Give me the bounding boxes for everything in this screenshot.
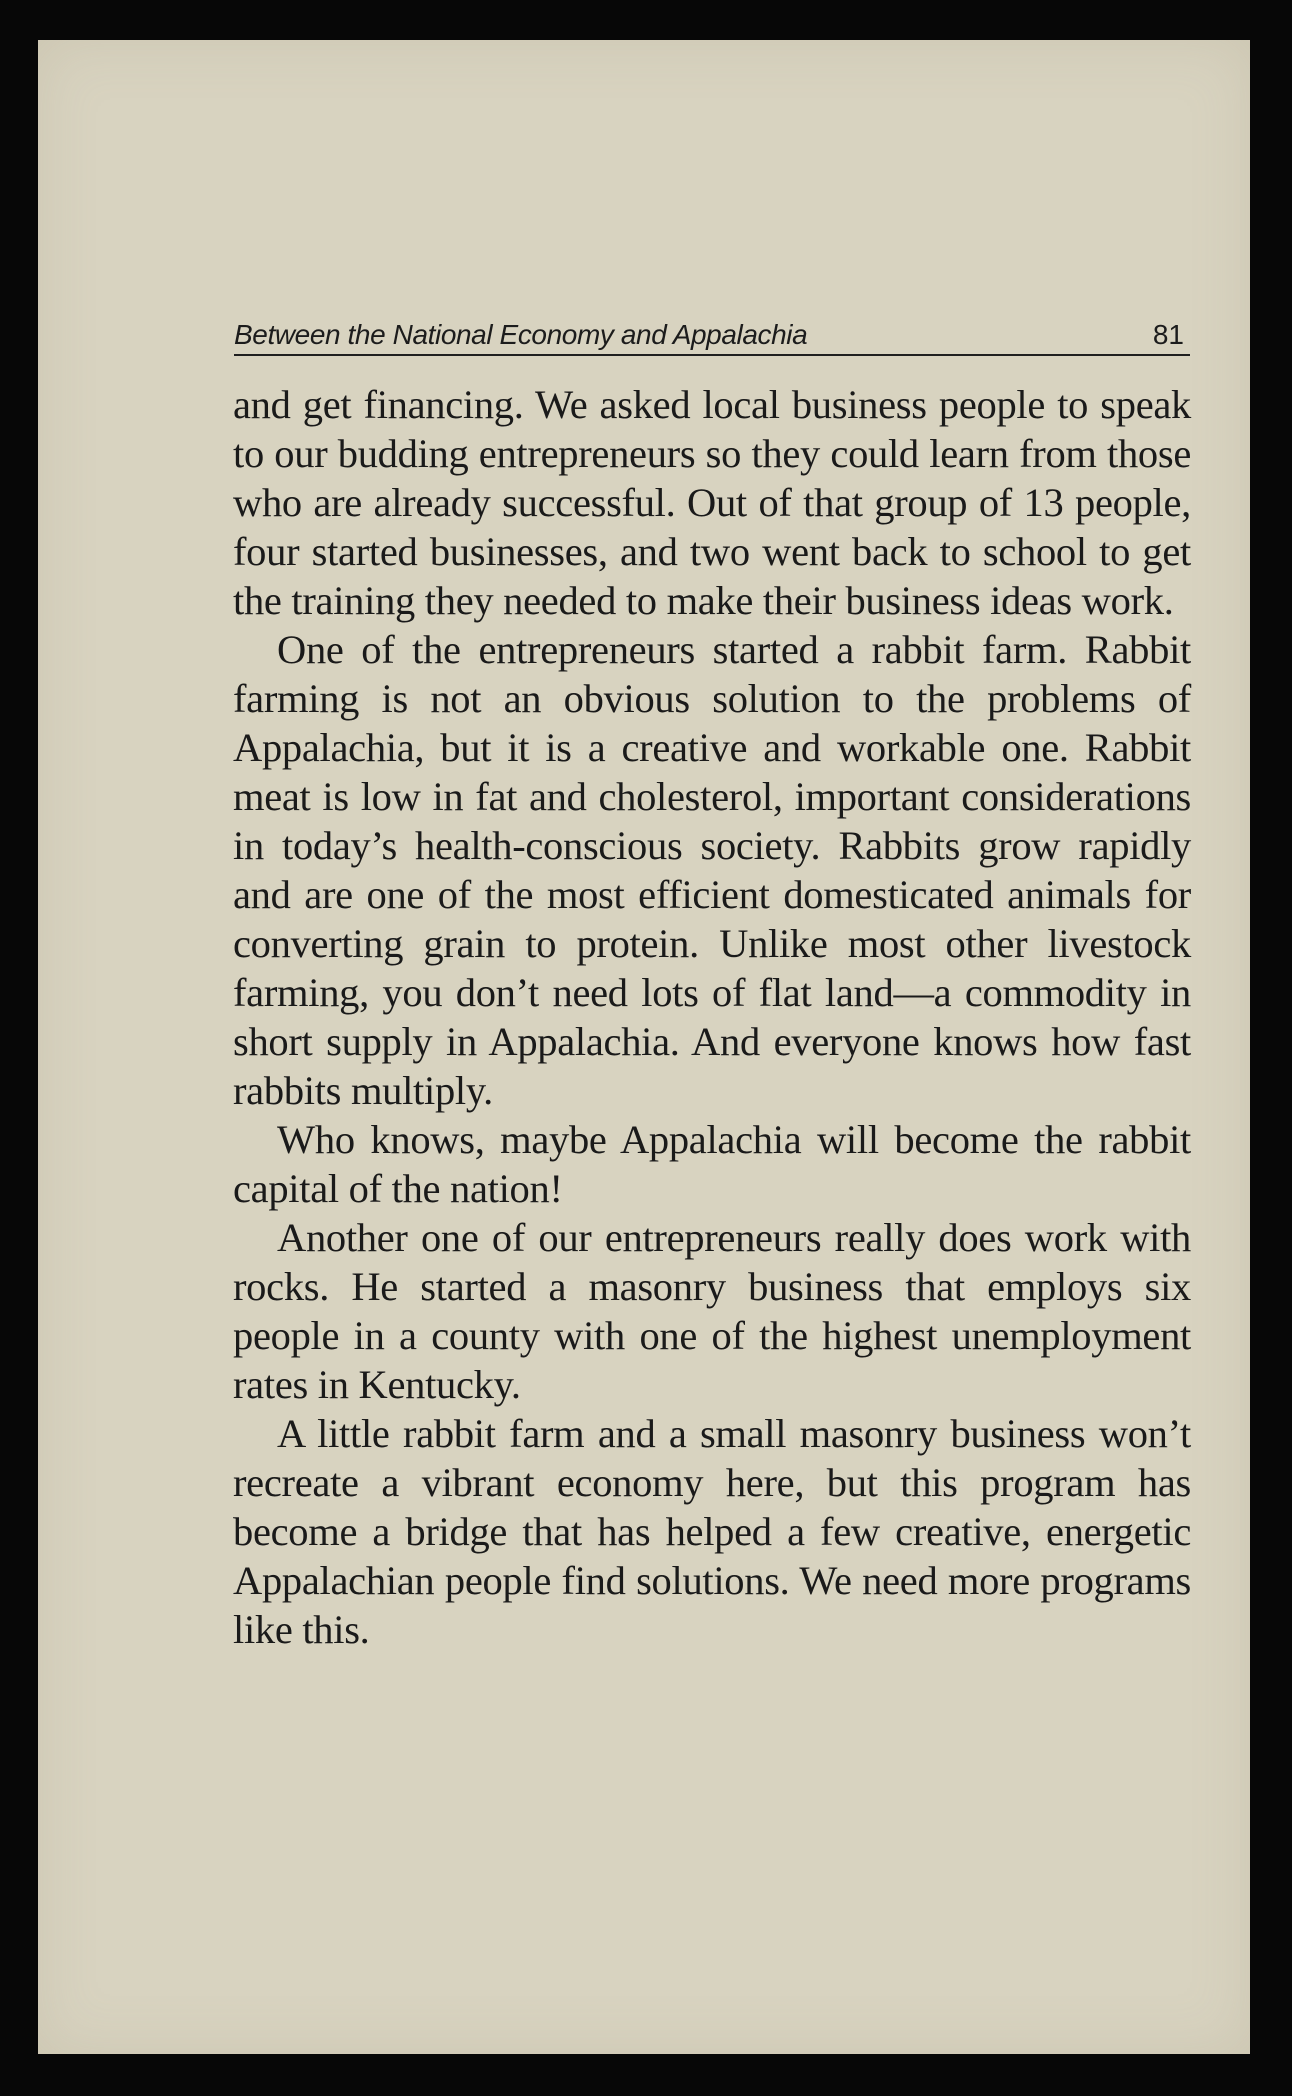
page-header [234, 314, 1190, 356]
book-page [38, 40, 1250, 2054]
paragraph: A little rabbit farm and a small masonry business won’t recreate a vibrant economy here, but this program has become a bridge that has helped a few creative, energetic Appalachian people find solutions. We need more programs like this. [233, 1411, 1191, 1652]
paragraph: One of the entrepreneurs started a rabbit farm. Rabbit farming is not an obvious solution to the problems of Appalachia, but it is a creative and workable one. Rabbit meat is low in fat and cholesterol, important considerations in today’s health-conscious society. Rabbits grow rapidly and are one of the most efficient domesticated animals for converting grain to protein. Unlike most other livestock farming, you don’t need lots of flat land—a commodity in short supply in Appalachia. And everyone knows how fast rabbits multiply. [233, 627, 1191, 1113]
body-text [233, 380, 1191, 1654]
paragraph: Who knows, maybe Appalachia will become the rabbit capital of the nation! [233, 1117, 1191, 1211]
paragraph: and get financing. We asked local business people to speak to our budding entrepreneurs so they could learn from those who are already successful. Out of that group of 13 people, four started businesses, and two went back to school to get the training they needed to make their business ideas work. [233, 382, 1191, 623]
running-head: Between the National Economy and Appalachia [234, 319, 808, 350]
paragraph: Another one of our entrepreneurs really does work with rocks. He started a masonry business that employs six people in a county with one of the highest unemployment rates in Kentucky. [233, 1215, 1191, 1407]
page-number: 81 [1152, 319, 1184, 350]
